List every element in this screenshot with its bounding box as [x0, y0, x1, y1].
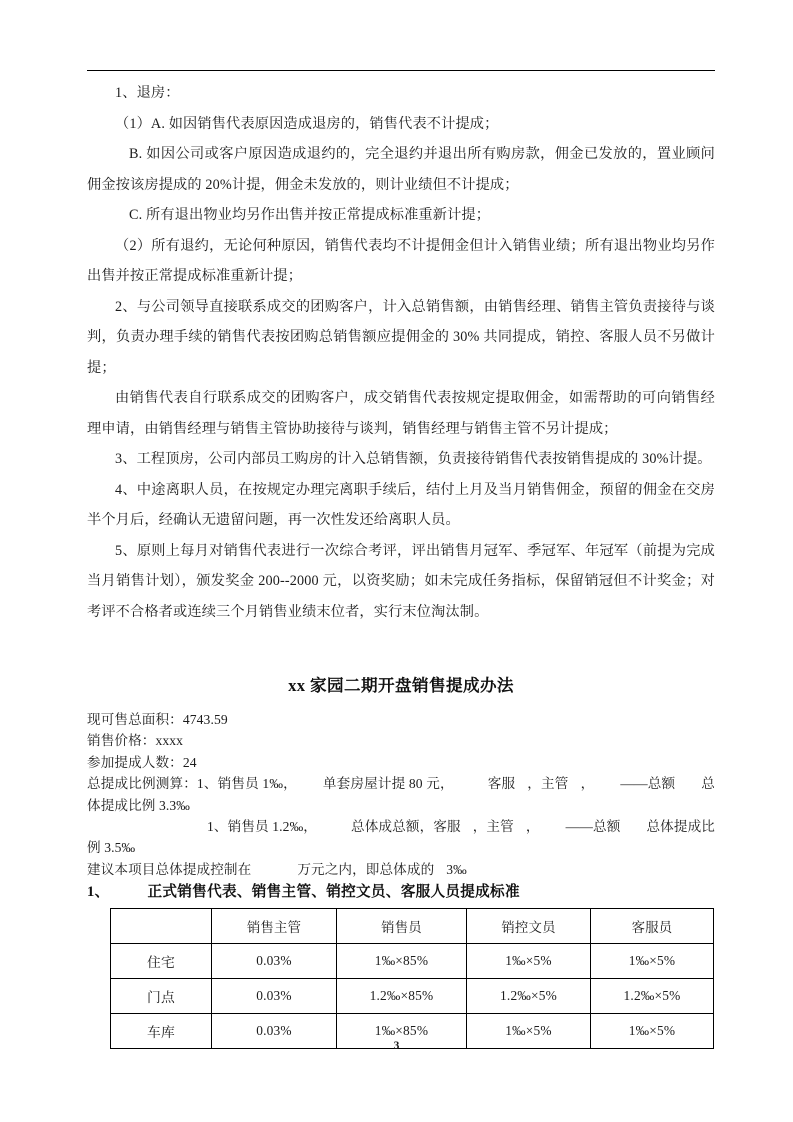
calc2-part-c: ，主管 [472, 819, 514, 835]
calc1-part-f: ——总额 [620, 776, 676, 792]
paragraph: C. 所有退出物业均另作出售并按正常提成标准重新计提； [129, 207, 491, 223]
paragraph: （2）所有退约，无论何种原因，销售代表均不计提佣金但计入销售业绩；所有退出物业均另作出售并按正常提成标准重新计提； [87, 237, 715, 284]
spec-label-total-area: 现可售总面积： [87, 712, 183, 727]
table-cell: 1‰×85% [337, 944, 467, 979]
table-section-heading [87, 880, 715, 904]
table-cell: 1‰×5% [591, 1014, 714, 1049]
table-header-row [111, 909, 714, 944]
spec-value-price: xxxx [155, 733, 184, 749]
spec-line-calc-2 [87, 816, 715, 859]
table-cell: 1‰×5% [467, 944, 591, 979]
table-row-label-shopfront: 门点 [111, 979, 212, 1014]
spec-block [87, 709, 715, 880]
calc2-part-d: ， [525, 819, 540, 835]
table-header-cell-sales-supervisor: 销售主管 [212, 909, 337, 944]
table-cell: 0.03% [212, 944, 337, 979]
spec-line-price [87, 730, 715, 751]
table-header-cell-sales-control-clerk: 销控文员 [467, 909, 591, 944]
body-text-block [87, 78, 715, 627]
header-rule [87, 70, 715, 71]
table-section-number: 1、 [87, 884, 110, 900]
table-header-cell-salesperson: 销售员 [337, 909, 467, 944]
spec-label-price: 销售价格： [87, 733, 156, 749]
page-number: 3 [393, 1040, 400, 1052]
spec-line-calc-1 [87, 773, 715, 816]
table-row-label-garage: 车库 [111, 1014, 212, 1049]
table-header-cell-customer-service: 客服员 [591, 909, 714, 944]
table-cell: 1‰×85% [337, 1014, 467, 1049]
table-cell: 1‰×5% [467, 1014, 591, 1049]
paragraph: 2、与公司领导直接联系成交的团购客户，计入总销售额，由销售经理、销售主管负责接待与谈判，负责办理手续的销售代表按团购总销售额应提佣金的 30% 共同提成，销控、客服人员不另做计提； [87, 298, 715, 376]
paragraph: 3、工程顶房，公司内部员工购房的计入总销售额，负责接待销售代表按销售提成的 30%计提。 [115, 451, 712, 467]
paragraph: （1）A. 如因销售代表原因造成退房的，销售代表不计提成； [115, 115, 499, 132]
table-cell: 0.03% [212, 1014, 337, 1049]
calc1-part-b: 单套房屋计提 80 元， [322, 776, 454, 792]
table-cell: 1‰×5% [591, 944, 714, 979]
commission-rate-table [110, 908, 714, 1049]
table-row [111, 979, 714, 1014]
table-cell: 0.03% [212, 979, 337, 1014]
document-title: xx 家园二期开盘销售提成办法 [288, 676, 514, 695]
paragraph: 4、中途离职人员，在按规定办理完离职手续后，结付上月及当月销售佣金，预留的佣金在交房半个月后，经确认无遗留问题，再一次性发还给离职人员。 [87, 481, 715, 528]
table-cell: 1.2‰×5% [591, 979, 714, 1014]
advice-part-b: 万元之内，即总体成的 [297, 861, 435, 877]
calc2-part-e: ——总额 [565, 819, 621, 835]
calc1-part-e: ， [580, 776, 595, 792]
paragraph: B. 如因公司或客户原因造成退约的，完全退约并退出所有购房款，佣金已发放的，置业顾问佣金按该房提成的 20%计提，佣金未发放的，则计业绩但不计提成； [87, 146, 715, 193]
table-cell: 1.2‰×85% [337, 979, 467, 1014]
paragraph: 1、退房： [115, 85, 180, 101]
page-header [87, 44, 715, 74]
paragraph: 由销售代表自行联系成交的团购客户，成交销售代表按规定提取佣金，如需帮助的可向销售经理申请，由销售经理与销售主管协助接待与谈判，销售经理与销售主管不另计提成； [87, 390, 715, 437]
spec-value-total-area: 4743.59 [182, 712, 228, 727]
table-section-title: 正式销售代表、销售主管、销控文员、客服人员提成标准 [147, 884, 520, 900]
paragraph: 5、原则上每月对销售代表进行一次综合考评，评出销售月冠军、季冠军、年冠军（前提为完成当月销售计划），颁发奖金 200--2000 元，以资奖励；如未完成任务指标，保留销冠但不计奖金；对考评不合格者或连续三个月销售业绩末位者，实行末位淘汰制。 [87, 542, 715, 620]
table-cell: 1.2‰×5% [467, 979, 591, 1014]
spec-line-advice [87, 859, 715, 880]
table-row-label-residential: 住宅 [111, 944, 212, 979]
calc2-part-f: 总体提成比例 3.5‰ [87, 819, 715, 856]
spec-value-headcount: 24 [182, 754, 197, 770]
spec-label-headcount: 参加提成人数： [87, 754, 183, 770]
table-header-cell-corner [111, 909, 212, 944]
calc1-part-g: 总体提成比例 3.3‰ [87, 776, 715, 813]
calc2-part-b: 总体成总额，客服 [351, 819, 461, 835]
calc1-part-d: ，主管 [527, 776, 569, 792]
commission-rate-table-wrap [110, 908, 713, 1049]
spec-line-total-area [87, 709, 715, 730]
advice-part-a: 建议本项目总体提成控制在 [87, 861, 252, 877]
calc2-part-a: 1、销售员 1.2‰， [207, 819, 317, 835]
spec-line-headcount [87, 752, 715, 773]
calc1-part-c: 客服 [487, 776, 516, 792]
table-row [111, 944, 714, 979]
advice-part-c: 3‰ [446, 861, 467, 877]
calc1-part-a: 总提成比例测算：1、销售员 1‰， [87, 776, 297, 792]
